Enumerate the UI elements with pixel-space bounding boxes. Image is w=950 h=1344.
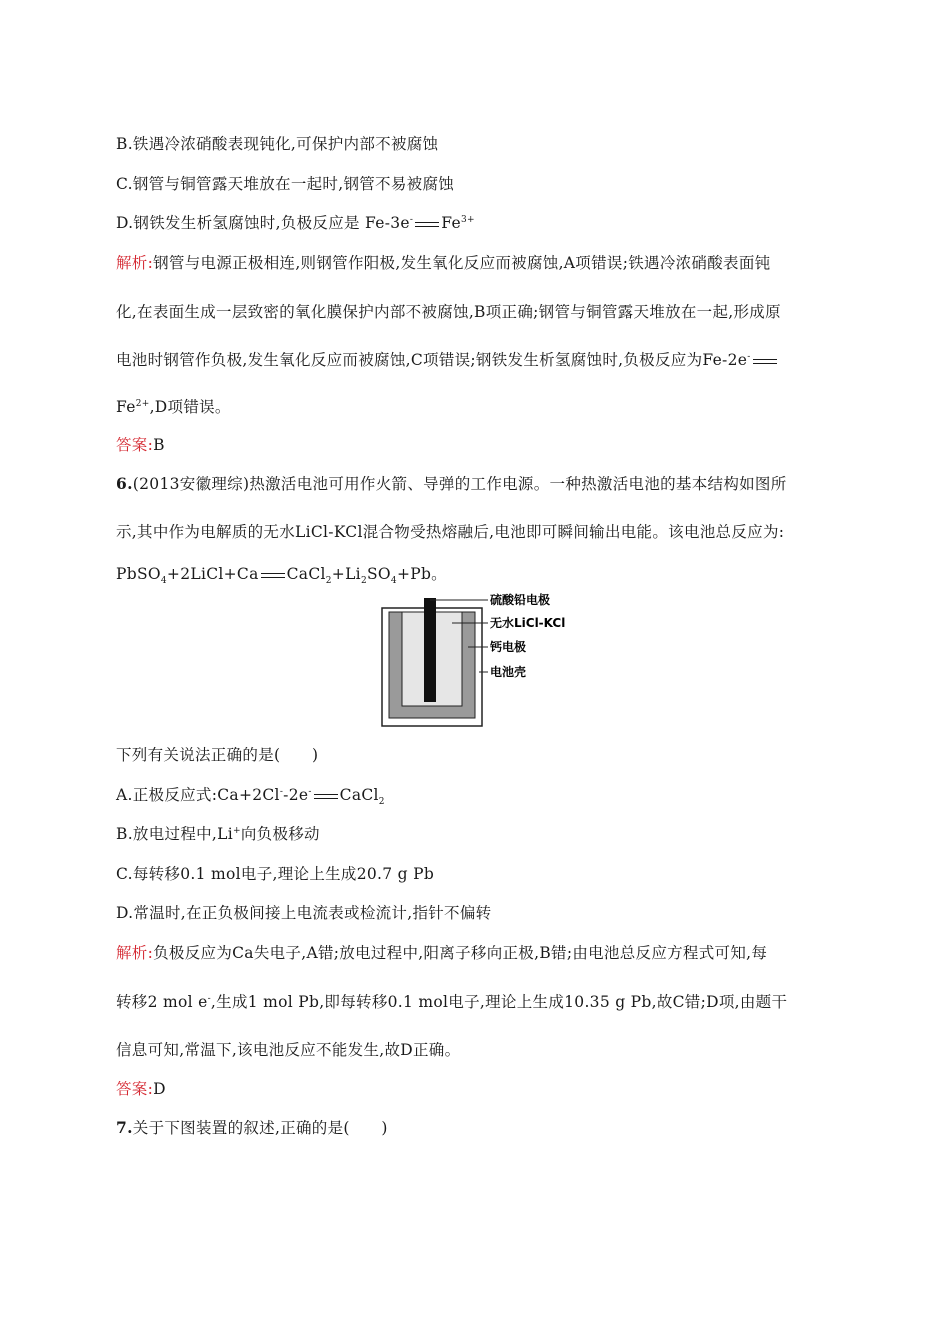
lead-sulfate-electrode [424, 598, 436, 702]
label-calcium-electrode: 钙电极 [490, 640, 527, 654]
q5-option-c: C.钢管与铜管露天堆放在一起时,钢管不易被腐蚀 [116, 175, 455, 193]
q6-option-b: B.放电过程中,Li+向负极移动 [116, 825, 320, 843]
q6-option-a: A.正极反应式:Ca+2Cl--2e- CaCl$_2$ [116, 786, 385, 808]
q6-option-d: D.常温时,在正负极间接上电流表或检流计,指针不偏转 [116, 904, 492, 922]
battery-diagram [380, 590, 580, 730]
q5-analysis-line1: 解析:钢管与电源正极相连,则钢管作阳极,发生氧化反应而被腐蚀,A项错误;铁遇冷浓硝酸表面钝 [116, 254, 771, 272]
label-battery-shell: 电池壳 [490, 665, 527, 679]
q5-option-d: D.钢铁发生析氢腐蚀时,负极反应是 Fe-3e- $Fe^{3+}$ [116, 214, 475, 232]
equals-sign-icon [261, 573, 285, 578]
q6-stem-line2: 示,其中作为电解质的无水LiCl-KCl混合物受热熔融后,电池即可瞬间输出电能。该电池总反应为: [116, 523, 785, 541]
q7-stem: 7.关于下图装置的叙述,正确的是( ) [116, 1118, 388, 1137]
q6-total-equation: PbSO$_4$+2LiCl+Ca $CaCl_2+Li_2SO_4+Pb$。 [116, 565, 447, 587]
q6-answer: 答案:D [116, 1080, 166, 1098]
q5-option-b: B.铁遇冷浓硝酸表现钝化,可保护内部不被腐蚀 [116, 135, 439, 153]
q5-analysis-line2: 化,在表面生成一层致密的氧化膜保护内部不被腐蚀,B项正确;钢管与铜管露天堆放在一起,形成原 [116, 303, 781, 321]
q6-analysis-line1: 解析:负极反应为Ca失电子,A错;放电过程中,阳离子移向正极,B错;由电池总反应方程式可知,每 [116, 944, 768, 962]
label-electrolyte: 无水LiCl-KCl [490, 616, 566, 630]
q5-answer: 答案:B [116, 436, 165, 454]
q6-analysis-line3: 信息可知,常温下,该电池反应不能发生,故D正确。 [116, 1041, 461, 1059]
q6-option-c: C.每转移0.1 mol电子,理论上生成20.7 g Pb [116, 865, 435, 883]
equals-sign-icon [314, 794, 338, 799]
q5-analysis-line3: 电池时钢管作负极,发生氧化反应而被腐蚀,C项错误;钢铁发生析氢腐蚀时,负极反应为Fe-2e- [116, 348, 779, 370]
equals-sign-icon [753, 359, 777, 364]
equals-sign-icon [415, 222, 439, 227]
q5-analysis-line4: $Fe^{2+},D$项错误。 [116, 398, 231, 416]
q6-analysis-line2: 转移2 mol e-,生成1 mol Pb,即每转移0.1 mol电子,理论上生成10.35 g Pb,故C错;D项,由题干 [116, 993, 788, 1011]
q6-question: 下列有关说法正确的是( ) [116, 746, 319, 764]
q6-stem-line1: 6.(2013安徽理综)热激活电池可用作火箭、导弹的工作电源。一种热激活电池的基本结构如图所 [116, 474, 787, 493]
label-lead-sulfate-electrode: 硫酸铅电极 [490, 593, 551, 607]
